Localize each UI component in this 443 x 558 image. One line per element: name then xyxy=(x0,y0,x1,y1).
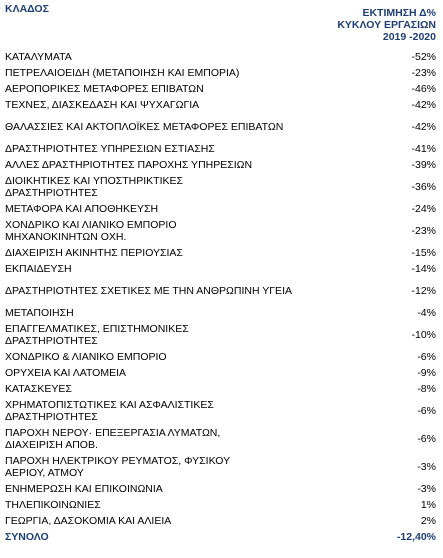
table-header xyxy=(5,3,436,49)
row-label: ΕΝΗΜΕΡΩΣΗ ΚΑΙ ΕΠΙΚΟΙΝΩΝΙΑ xyxy=(5,483,163,495)
row-label: ΜΕΤΑΦΟΡΑ ΚΑΙ ΑΠΟΘΗΚΕΥΣΗ xyxy=(5,203,159,215)
total-value: -12,40% xyxy=(396,531,436,543)
row-value: -36% xyxy=(411,181,436,193)
row-label: ΔΙΑΧΕΙΡΙΣΗ ΑΚΙΝΗΤΗΣ ΠΕΡΙΟΥΣΙΑΣ xyxy=(5,247,183,259)
row-value: -6% xyxy=(417,351,436,363)
row-value: -8% xyxy=(417,383,436,395)
table-row xyxy=(5,245,436,261)
header-sector: ΚΛΑΔΟΣ xyxy=(5,3,49,15)
row-label: ΓΕΩΡΓΙΑ, ΔΑΣΟΚΟΜΙΑ ΚΑΙ ΑΛΙΕΙΑ xyxy=(5,515,172,527)
row-value: -23% xyxy=(411,67,436,79)
row-label: ΚΑΤΑΣΚΕΥΕΣ xyxy=(5,383,72,395)
row-value: 1% xyxy=(420,499,436,511)
row-label: ΠΑΡΟΧΗ ΗΛΕΚΤΡΙΚΟΥ ΡΕΥΜΑΤΟΣ, ΦΥΣΙΚΟΥ ΑΕΡΙΟΥ, ΑΤΜΟΥ xyxy=(5,455,230,479)
row-value: -23% xyxy=(411,225,436,237)
row-value: -41% xyxy=(411,143,436,155)
row-label: ΠΕΤΡΕΛΑΙΟΕΙΔΗ (ΜΕΤΑΠΟΙΗΣΗ ΚΑΙ ΕΜΠΟΡΙΑ) xyxy=(5,67,240,79)
row-value: -52% xyxy=(411,51,436,63)
table-row xyxy=(5,157,436,173)
header-estimate-line1: ΕΚΤΙΜΗΣΗ Δ% xyxy=(362,7,436,19)
row-label: ΔΙΟΙΚΗΤΙΚΕΣ ΚΑΙ ΥΠΟΣΤΗΡΙΚΤΙΚΕΣ ΔΡΑΣΤΗΡΙΟΤΗΤΕΣ xyxy=(5,175,183,199)
row-label: ΧΡΗΜΑΤΟΠΙΣΤΩΤΙΚΕΣ ΚΑΙ ΑΣΦΑΛΙΣΤΙΚΕΣ ΔΡΑΣΤΗΡΙΟΤΗΤΕΣ xyxy=(5,399,214,423)
table-row xyxy=(5,97,436,113)
table-row xyxy=(5,397,436,425)
table-row xyxy=(5,349,436,365)
table-row xyxy=(5,381,436,397)
row-label: ΑΕΡΟΠΟΡΙΚΕΣ ΜΕΤΑΦΟΡΕΣ ΕΠΙΒΑΤΩΝ xyxy=(5,83,204,95)
table-body xyxy=(5,49,436,545)
row-value: -39% xyxy=(411,159,436,171)
row-label: ΔΡΑΣΤΗΡΙΟΤΗΤΕΣ ΥΠΗΡΕΣΙΩΝ ΕΣΤΙΑΣΗΣ xyxy=(5,143,215,155)
row-value: -3% xyxy=(417,483,436,495)
row-value: -46% xyxy=(411,83,436,95)
table-row xyxy=(5,113,436,141)
row-value: -4% xyxy=(417,307,436,319)
row-value: -6% xyxy=(417,433,436,445)
row-label: ΠΑΡΟΧΗ ΝΕΡΟΥ· ΕΠΕΞΕΡΓΑΣΙΑ ΛΥΜΑΤΩΝ, ΔΙΑΧΕΙΡΙΣΗ ΑΠΟΒ. xyxy=(5,427,221,451)
row-value: -42% xyxy=(411,121,436,133)
header-estimate-line2: ΚΥΚΛΟΥ ΕΡΓΑΣΙΩΝ xyxy=(337,19,436,31)
row-label: ΟΡΥΧΕΙΑ ΚΑΙ ΛΑΤΟΜΕΙΑ xyxy=(5,367,127,379)
row-value: -42% xyxy=(411,99,436,111)
table-row xyxy=(5,141,436,157)
table-row xyxy=(5,261,436,277)
row-value: -14% xyxy=(411,263,436,275)
header-estimate xyxy=(337,7,436,43)
table-row xyxy=(5,481,436,497)
table-row xyxy=(5,173,436,201)
table-row-total xyxy=(5,529,436,545)
total-label: ΣΥΝΟΛΟ xyxy=(5,531,49,543)
header-estimate-line3: 2019 -2020 xyxy=(382,31,436,43)
row-value: -12% xyxy=(411,285,436,297)
table-row xyxy=(5,201,436,217)
row-label: ΧΟΝΔΡΙΚΟ ΚΑΙ ΛΙΑΝΙΚΟ ΕΜΠΟΡΙΟ ΜΗΧΑΝΟΚΙΝΗΤΩΝ ΟΧΗ. xyxy=(5,219,177,243)
table-row xyxy=(5,497,436,513)
row-value: -15% xyxy=(411,247,436,259)
row-label: ΑΛΛΕΣ ΔΡΑΣΤΗΡΙΟΤΗΤΕΣ ΠΑΡΟΧΗΣ ΥΠΗΡΕΣΙΩΝ xyxy=(5,159,253,171)
table-row xyxy=(5,65,436,81)
table-row xyxy=(5,49,436,65)
row-label: ΤΕΧΝΕΣ, ΔΙΑΣΚΕΔΑΣΗ ΚΑΙ ΨΥΧΑΓΩΓΙΑ xyxy=(5,99,200,111)
table-row xyxy=(5,305,436,321)
row-label: ΤΗΛΕΠΙΚΟΙΝΩΝΙΕΣ xyxy=(5,499,101,511)
table-row xyxy=(5,453,436,481)
row-label: ΘΑΛΑΣΣΙΕΣ ΚΑΙ ΑΚΤΟΠΛΟΪΚΕΣ ΜΕΤΑΦΟΡΕΣ ΕΠΙΒΑΤΩΝ xyxy=(5,121,284,133)
row-value: 2% xyxy=(420,515,436,527)
table-row xyxy=(5,513,436,529)
table-row xyxy=(5,321,436,349)
table-row xyxy=(5,81,436,97)
table-row xyxy=(5,217,436,245)
table-row xyxy=(5,365,436,381)
row-value: -10% xyxy=(411,329,436,341)
row-label: ΚΑΤΑΛΥΜΑΤΑ xyxy=(5,51,72,63)
row-value: -9% xyxy=(417,367,436,379)
row-label: ΕΠΑΓΓΕΛΜΑΤΙΚΕΣ, ΕΠΙΣΤΗΜΟΝΙΚΕΣ ΔΡΑΣΤΗΡΙΟΤΗΤΕΣ xyxy=(5,323,189,347)
row-label: ΜΕΤΑΠΟΙΗΣΗ xyxy=(5,307,74,319)
table-row xyxy=(5,277,436,305)
row-label: ΕΚΠΑΙΔΕΥΣΗ xyxy=(5,263,72,275)
row-value: -6% xyxy=(417,405,436,417)
table-row xyxy=(5,425,436,453)
row-value: -24% xyxy=(411,203,436,215)
row-value: -3% xyxy=(417,461,436,473)
row-label: ΔΡΑΣΤΗΡΙΟΤΗΤΕΣ ΣΧΕΤΙΚΕΣ ΜΕ ΤΗΝ ΑΝΘΡΩΠΙΝΗ ΥΓΕΙΑ xyxy=(5,285,292,297)
row-label: ΧΟΝΔΡΙΚΟ & ΛΙΑΝΙΚΟ ΕΜΠΟΡΙΟ xyxy=(5,351,167,363)
sector-table xyxy=(5,3,436,545)
